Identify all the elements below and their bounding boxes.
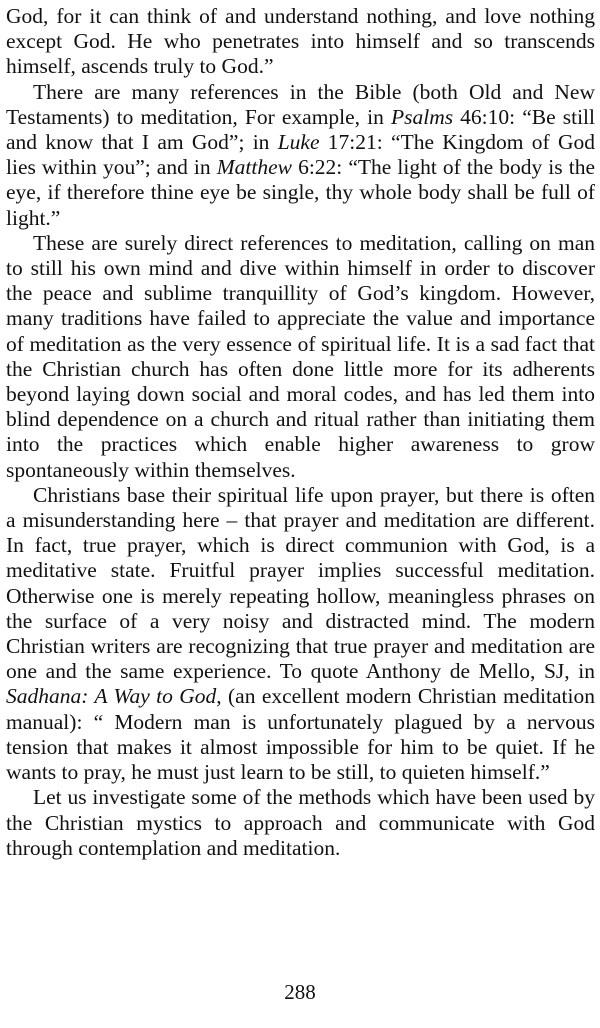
text-run: Let us investigate some of the methods which have been used by the Christian mystics to approach and communicate with God through contemplation and meditation. [6,785,595,860]
paragraph-4 [6,483,595,785]
body-text [6,4,595,861]
citation-luke: Luke [277,130,320,155]
text-run: 17:21: “The Kingdom of God lies within you”; and in [6,130,595,180]
paragraph-5 [6,785,595,861]
text-run: God, for it can think of and understand nothing, and love nothing except God. He who penetrates into himself and so transcends himself, ascends truly to God.” [6,4,595,79]
text-run: These are surely direct references to meditation, calling on man to still his own mind and dive within himself in order to discover the peace and sublime tranquillity of God’s kingdom. However, many traditions have failed to appreciate the value and importance of meditation as the very essence of spiritual life. It is a sad fact that the Christian church has often done little more for its adherents beyond laying down social and moral codes, and has led them into blind dependence on a church and ritual rather than initiating them into the practices which enable higher awareness to grow spontaneously within themselves. [6,230,595,482]
text-run: 6:22: “The light of the body is the eye, if therefore thine eye be single, thy whole body shall be full of light.” [6,155,595,230]
paragraph-2 [6,80,595,231]
book-title-sadhana: Sadhana: A Way to God [6,684,217,709]
text-run: Christians base their spiritual life upon prayer, but there is often a misunderstanding here – that prayer and meditation are different. In fact, true prayer, which is direct communion with God, is a meditative state. Fruitful prayer implies successful meditation. Otherwise one is merely repeating hollow, meaningless phrases on the surface of a very noisy and distracted mind. The modern Christian writers are recognizing that true prayer and meditation are one and the same experience. To quote Anthony de Mello, SJ, in [6,482,595,684]
text-run: 46:10: “Be still and know that I am God”; in [6,104,595,155]
citation-matthew: Matthew [216,155,292,180]
paragraph-3 [6,231,595,483]
text-run: There are many references in the Bible (both Old and New Testaments) to meditation, For example, in [6,79,595,129]
paragraph-1 [6,4,595,80]
page-number: 288 [284,980,316,1004]
text-run: , (an excellent modern Christian meditation manual): “ Modern man is unfortunately plagued by a nervous tension that makes it almost impossible for him to be quiet. If he wants to pray, he must just learn to be still, to quieten himself.” [6,684,595,785]
citation-psalms: Psalms [390,104,454,129]
